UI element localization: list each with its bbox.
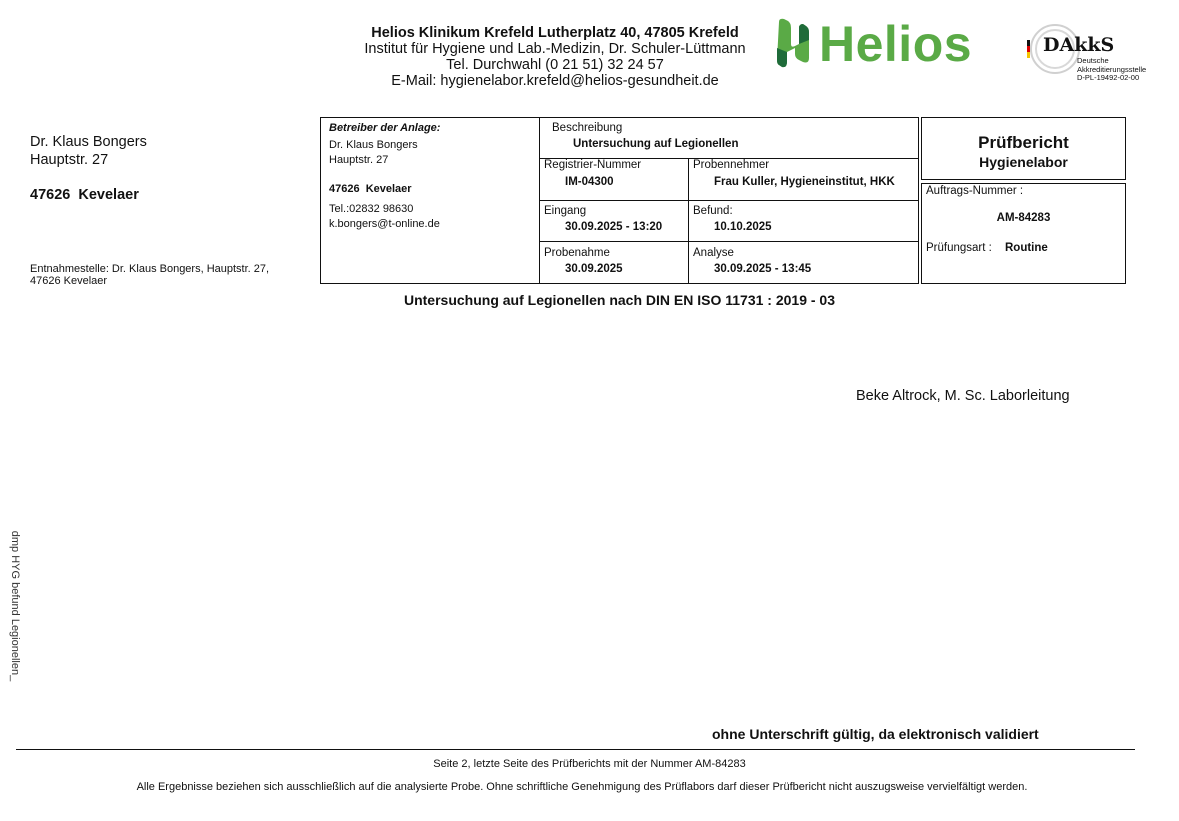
registrier-value: IM-04300	[565, 176, 614, 188]
helios-logo-text: Helios	[819, 16, 973, 72]
report-subtitle: Hygienelabor	[979, 154, 1068, 170]
eingang-label: Eingang	[544, 205, 587, 217]
footer-divider	[16, 749, 1135, 750]
report-title: Prüfbericht	[978, 133, 1069, 152]
operator-email: k.bongers@t-online.de	[329, 218, 440, 230]
pruefungsart-value: Routine	[1005, 242, 1048, 254]
dakks-sub-3: D-PL-19492-02-00	[1077, 73, 1140, 82]
side-document-code: dmp HYG befund Legionellen_	[9, 530, 22, 682]
dakks-logo	[1025, 22, 1165, 87]
signatory: Beke Altrock, M. Sc. Laborleitung	[856, 388, 1070, 404]
header-line-2: Institut für Hygiene und Lab.-Medizin, Dr. Schuler-Lüttmann	[364, 41, 746, 57]
helios-logo	[775, 18, 972, 70]
probenahme-value: 30.09.2025	[565, 263, 623, 275]
dakks-name: DAkkS	[1043, 34, 1115, 56]
eingang-value: 30.09.2025 - 13:20	[565, 221, 663, 233]
header-line-1: Helios Klinikum Krefeld Lutherplatz 40, 47805 Krefeld	[371, 25, 739, 41]
header-line-3: Tel. Durchwahl (0 21 51) 32 24 57	[446, 57, 664, 73]
befund-label: Befund:	[693, 205, 733, 217]
validation-note: ohne Unterschrift gültig, da elektronisch validiert	[712, 726, 1039, 742]
registrier-label: Registrier-Nummer	[544, 159, 642, 171]
recipient-city: 47626 Kevelaer	[30, 187, 139, 203]
operator-city: 47626 Kevelaer	[329, 183, 412, 195]
beschreibung-label: Beschreibung	[552, 122, 623, 134]
footer-disclaimer: Alle Ergebnisse beziehen sich ausschließlich auf die analysierte Probe. Ohne schriftliche Genehmigung des Prüflabors darf dieser Prüfbericht nicht auszugsweise vervielfältigt werden.	[136, 781, 1028, 793]
lab-header	[340, 25, 770, 89]
entnahmestelle-line-1: Entnahmestelle: Dr. Klaus Bongers, Hauptstr. 27,	[30, 263, 270, 275]
dakks-sub-2: Akkreditierungsstelle	[1077, 64, 1147, 74]
probennehmer-value: Frau Kuller, Hygieneinstitut, HKK	[714, 176, 895, 188]
report-info-box	[921, 183, 1126, 284]
recipient-name: Dr. Klaus Bongers	[30, 134, 147, 150]
table-divider-h2	[539, 200, 919, 201]
helios-symbol-icon	[775, 18, 811, 70]
table-divider-h3	[539, 241, 919, 242]
dakks-sub-1: Deutsche	[1077, 56, 1109, 65]
main-title: Untersuchung auf Legionellen nach DIN EN ISO 11731 : 2019 - 03	[403, 292, 835, 308]
dakks-subtitle	[1077, 57, 1146, 83]
footer-page-info: Seite 2, letzte Seite des Prüfberichts mit der Nummer AM-84283	[433, 758, 746, 770]
probennehmer-label: Probennehmer	[693, 159, 770, 171]
auftrag-value: AM-84283	[996, 212, 1051, 224]
auftrag-label: Auftrags-Nummer :	[926, 185, 1024, 197]
table-divider-v2	[688, 158, 689, 284]
analyse-label: Analyse	[693, 247, 734, 259]
operator-title: Betreiber der Anlage:	[329, 122, 441, 134]
pruefungsart-label: Prüfungsart :	[926, 242, 992, 254]
entnahmestelle-line-2: 47626 Kevelaer	[30, 275, 108, 287]
beschreibung-value: Untersuchung auf Legionellen	[573, 138, 739, 150]
operator-tel: Tel.:02832 98630	[329, 203, 414, 215]
recipient-street: Hauptstr. 27	[30, 152, 109, 168]
probenahme-label: Probenahme	[544, 247, 610, 259]
operator-name: Dr. Klaus Bongers	[329, 139, 418, 151]
analyse-value: 30.09.2025 - 13:45	[714, 263, 812, 275]
operator-street: Hauptstr. 27	[329, 154, 389, 166]
header-line-4: E-Mail: hygienelabor.krefeld@helios-gesundheit.de	[391, 73, 719, 89]
befund-value: 10.10.2025	[714, 221, 772, 233]
